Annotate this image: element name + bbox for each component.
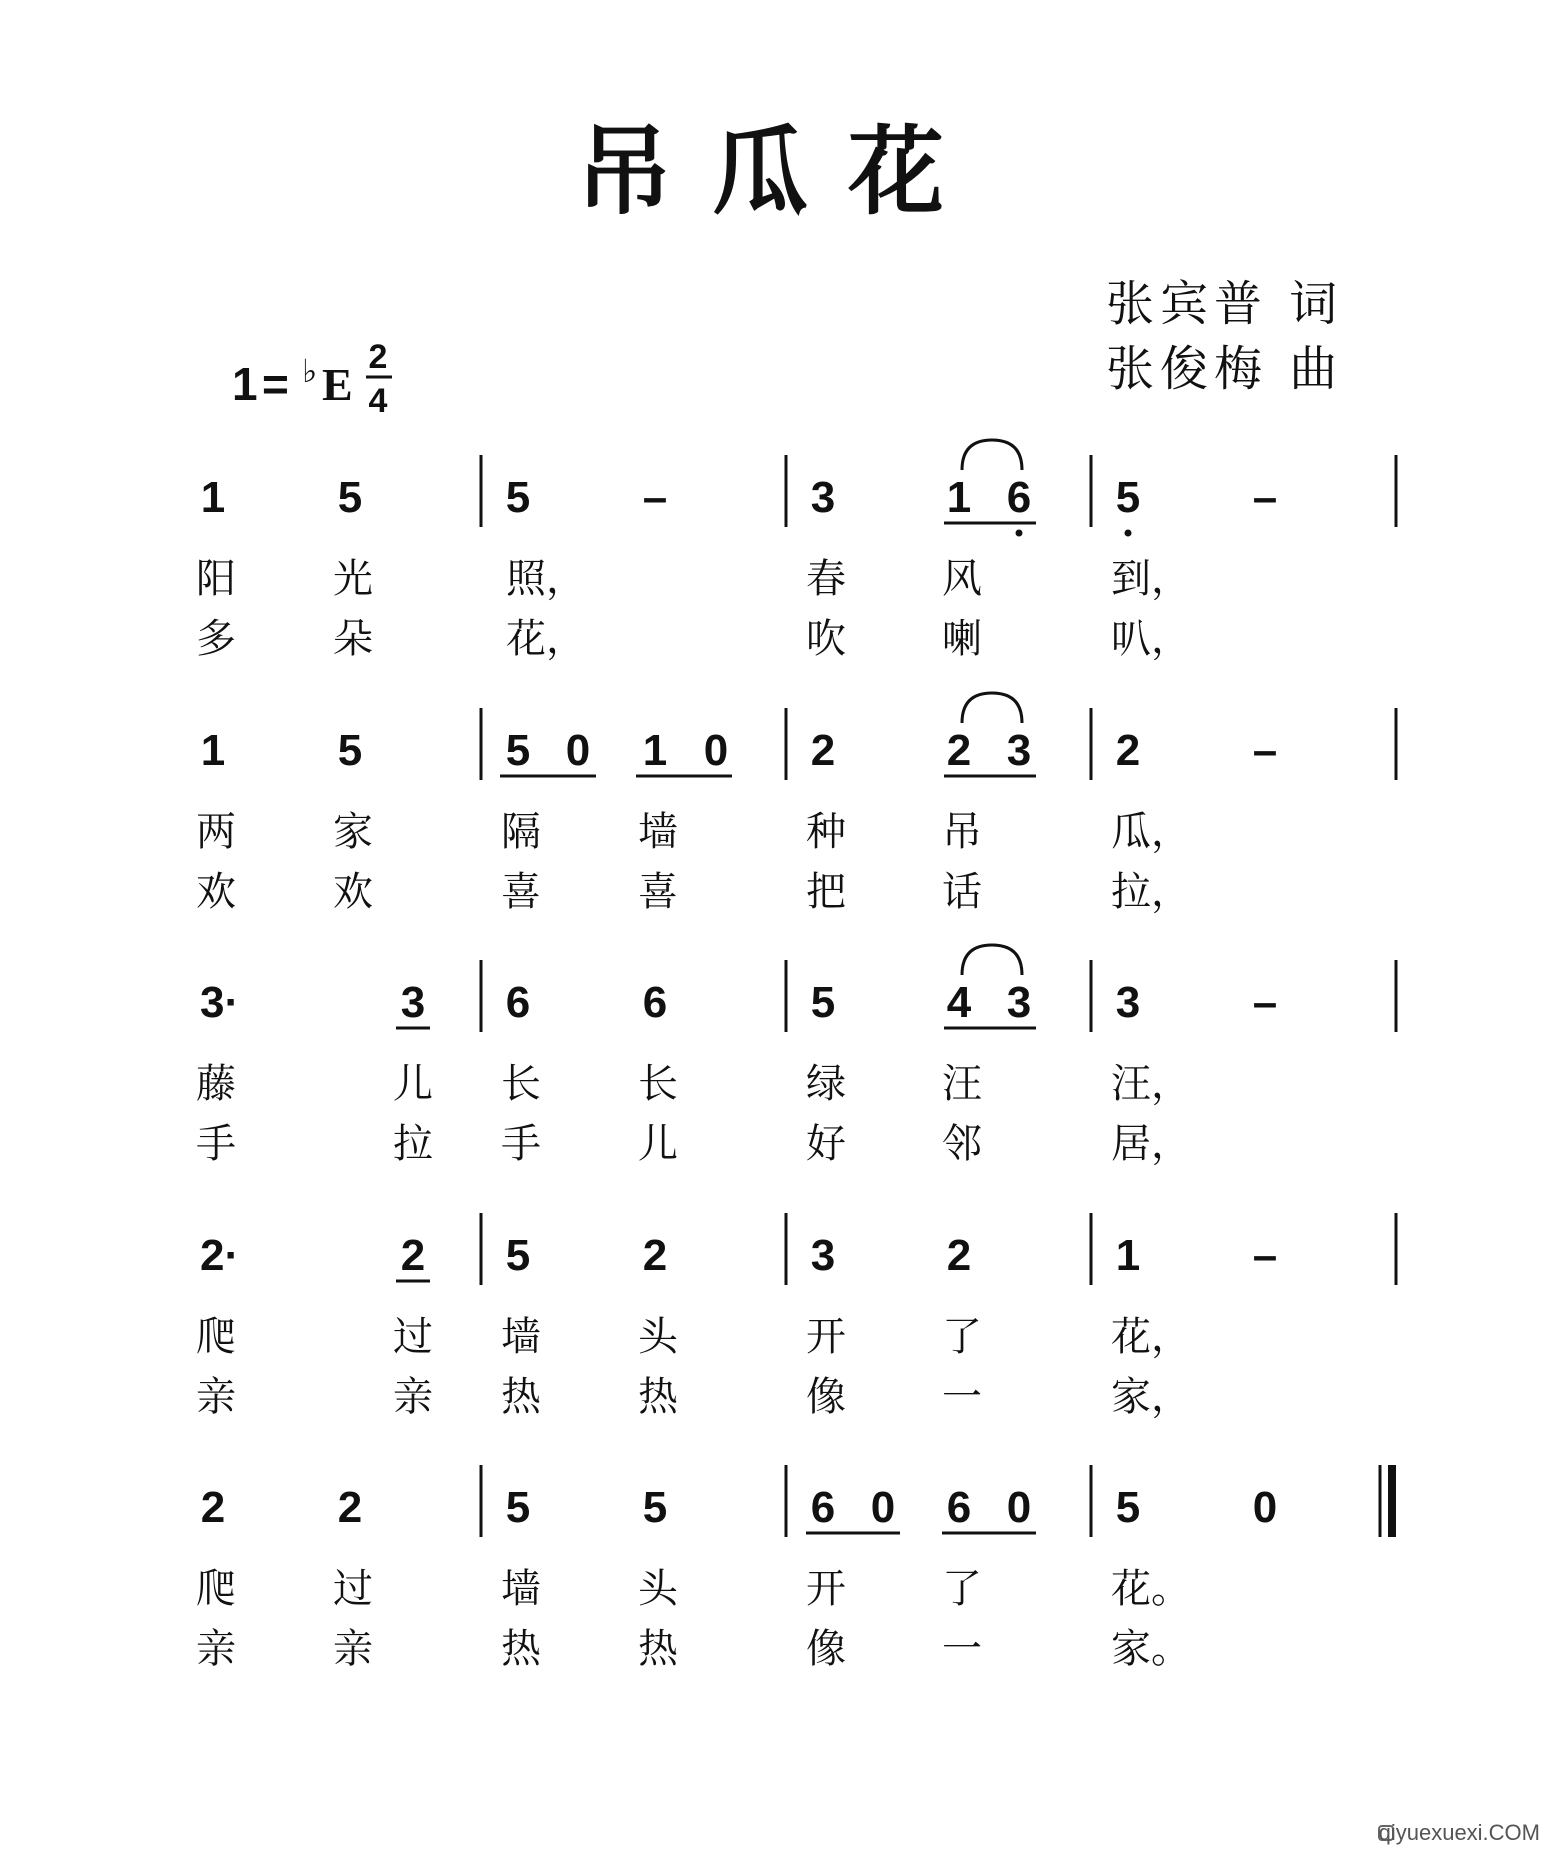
lyric: 喜 <box>501 869 541 915</box>
lyric: 藤 <box>196 1061 236 1107</box>
lyric: 了 <box>942 1314 982 1360</box>
note: 3 <box>810 1231 836 1280</box>
note: 1 <box>946 473 972 522</box>
lyric: 喜 <box>638 869 678 915</box>
lyric: 亲 <box>196 1626 236 1672</box>
lyric: 阳 <box>196 556 236 602</box>
lyric: 邻 <box>942 1121 982 1167</box>
slur <box>962 440 1022 470</box>
note: 2 <box>1115 726 1141 775</box>
note: 5 <box>505 1483 531 1532</box>
lyric: 墙 <box>501 1566 541 1612</box>
composer-credit: 张俊梅 曲 <box>1106 341 1344 397</box>
lyric: 一 <box>942 1374 982 1420</box>
note: 2 <box>642 1231 668 1280</box>
lyric: 爬 <box>196 1566 236 1612</box>
lyric: 朵 <box>333 616 373 662</box>
lyric: 多 <box>196 616 236 662</box>
note: 3 <box>1006 726 1032 775</box>
note: 5 <box>1115 473 1141 522</box>
lyric: 儿 <box>638 1121 678 1167</box>
lyric: 花。 <box>1111 1566 1191 1612</box>
note: 5 <box>642 1483 668 1532</box>
lyric: 像 <box>806 1626 846 1672</box>
score-line-2 <box>196 693 1396 915</box>
lyric: 热 <box>638 1374 678 1420</box>
lyric: 照， <box>506 556 586 602</box>
note: 2 <box>946 726 972 775</box>
note: 0 <box>870 1483 896 1532</box>
note: 6 <box>1006 473 1032 522</box>
note: 4 <box>946 978 972 1027</box>
lower-octave-dot <box>1125 530 1132 537</box>
lyric: 喇 <box>942 616 982 662</box>
note: 0 <box>1006 1483 1032 1532</box>
score-line-4 <box>196 1213 1396 1420</box>
lyric: 手 <box>196 1121 236 1167</box>
note: 5 <box>1115 1483 1141 1532</box>
note: 6 <box>810 1483 836 1532</box>
note: 0 <box>565 726 591 775</box>
lyric: 绿 <box>806 1061 846 1107</box>
lyric: 种 <box>806 809 846 855</box>
note: 3 <box>1115 978 1141 1027</box>
lyric: 花， <box>1111 1314 1191 1360</box>
lyric: 居， <box>1111 1121 1191 1167</box>
lyric: 瓜， <box>1111 809 1191 855</box>
lyric: 头 <box>638 1566 678 1612</box>
lyric: 儿 <box>393 1061 433 1107</box>
dash-note: – <box>1252 978 1278 1027</box>
time-signature-bottom: 4 <box>368 382 388 420</box>
lyric: 到， <box>1111 556 1191 602</box>
final-barline-thick <box>1388 1465 1396 1537</box>
dotted-note: 2· <box>200 1231 240 1280</box>
note: 5 <box>337 473 363 522</box>
lyric: 热 <box>638 1626 678 1672</box>
dash-note: – <box>642 473 668 522</box>
note: 1 <box>200 473 226 522</box>
lyric: 拉 <box>393 1121 433 1167</box>
key-tonic: 1 <box>232 358 258 410</box>
score-line-3 <box>196 945 1396 1167</box>
dotted-note: 3· <box>200 978 240 1027</box>
note: 2 <box>337 1483 363 1532</box>
lyric: 墙 <box>501 1314 541 1360</box>
note: 0 <box>703 726 729 775</box>
lyric: 隔 <box>501 809 541 855</box>
note: 2 <box>810 726 836 775</box>
dash-note: – <box>1252 473 1278 522</box>
lyric: 长 <box>638 1061 678 1107</box>
lyric: 拉， <box>1111 869 1191 915</box>
lyric: 热 <box>501 1374 541 1420</box>
time-signature-top: 2 <box>368 338 388 376</box>
note: 6 <box>642 978 668 1027</box>
song-title: 吊瓜花 <box>576 115 984 228</box>
lyricist-credit: 张宾普 词 <box>1106 276 1344 332</box>
slur <box>962 945 1022 975</box>
note: 3 <box>810 473 836 522</box>
key-equals: = <box>262 358 289 410</box>
note: 6 <box>946 1483 972 1532</box>
score-line-1 <box>196 440 1396 662</box>
note: 3 <box>1006 978 1032 1027</box>
note: 0 <box>1252 1483 1278 1532</box>
lyric: 叭， <box>1111 616 1191 662</box>
key-flat-sign: ♭ <box>302 352 318 390</box>
lyric: 爬 <box>196 1314 236 1360</box>
lyric: 开 <box>806 1566 846 1612</box>
lyric: 花， <box>506 616 586 662</box>
lyric: 过 <box>333 1566 373 1612</box>
note: 2 <box>200 1483 226 1532</box>
lyric: 长 <box>501 1061 541 1107</box>
lyric: 吹 <box>806 616 846 662</box>
note: 3 <box>400 978 426 1027</box>
lyric: 家， <box>1111 1374 1191 1420</box>
note: 5 <box>505 473 531 522</box>
lyric: 亲 <box>333 1626 373 1672</box>
note: 5 <box>810 978 836 1027</box>
lyric: 汪， <box>1111 1061 1191 1107</box>
key-name: E <box>322 359 353 410</box>
lyric: 话 <box>942 869 982 915</box>
lyric: 头 <box>638 1314 678 1360</box>
lyric: 汪 <box>942 1061 982 1107</box>
lyric: 家 <box>333 809 373 855</box>
note: 2 <box>400 1231 426 1280</box>
watermark <box>1379 1820 1540 1845</box>
lyric: 一 <box>942 1626 982 1672</box>
note: 5 <box>337 726 363 775</box>
note: 1 <box>642 726 668 775</box>
lyric: 欢 <box>333 869 373 915</box>
dash-note: – <box>1252 726 1278 775</box>
lyric: 春 <box>806 556 846 602</box>
lyric: 亲 <box>393 1374 433 1420</box>
lyric: 吊 <box>942 809 982 855</box>
note: 5 <box>505 726 531 775</box>
lyric: 手 <box>501 1121 541 1167</box>
watermark-text: qiyuexuexi.COM <box>1378 1820 1540 1845</box>
note: 2 <box>946 1231 972 1280</box>
lyric: 墙 <box>638 809 678 855</box>
lyric: 家。 <box>1111 1626 1191 1672</box>
lyric: 亲 <box>196 1374 236 1420</box>
dash-note: – <box>1252 1231 1278 1280</box>
score-line-5 <box>196 1465 1396 1672</box>
lyric: 热 <box>501 1626 541 1672</box>
slur <box>962 693 1022 723</box>
lower-octave-dot <box>1016 530 1023 537</box>
lyric: 了 <box>942 1566 982 1612</box>
note: 5 <box>505 1231 531 1280</box>
lyric: 风 <box>942 556 982 602</box>
lyric: 像 <box>806 1374 846 1420</box>
lyric: 开 <box>806 1314 846 1360</box>
lyric: 欢 <box>196 869 236 915</box>
lyric: 把 <box>806 869 846 915</box>
note: 1 <box>200 726 226 775</box>
lyric: 两 <box>196 809 236 855</box>
note: 6 <box>505 978 531 1027</box>
lyric: 光 <box>333 556 373 602</box>
lyric: 过 <box>393 1314 433 1360</box>
lyric: 好 <box>806 1121 846 1167</box>
note: 1 <box>1115 1231 1141 1280</box>
